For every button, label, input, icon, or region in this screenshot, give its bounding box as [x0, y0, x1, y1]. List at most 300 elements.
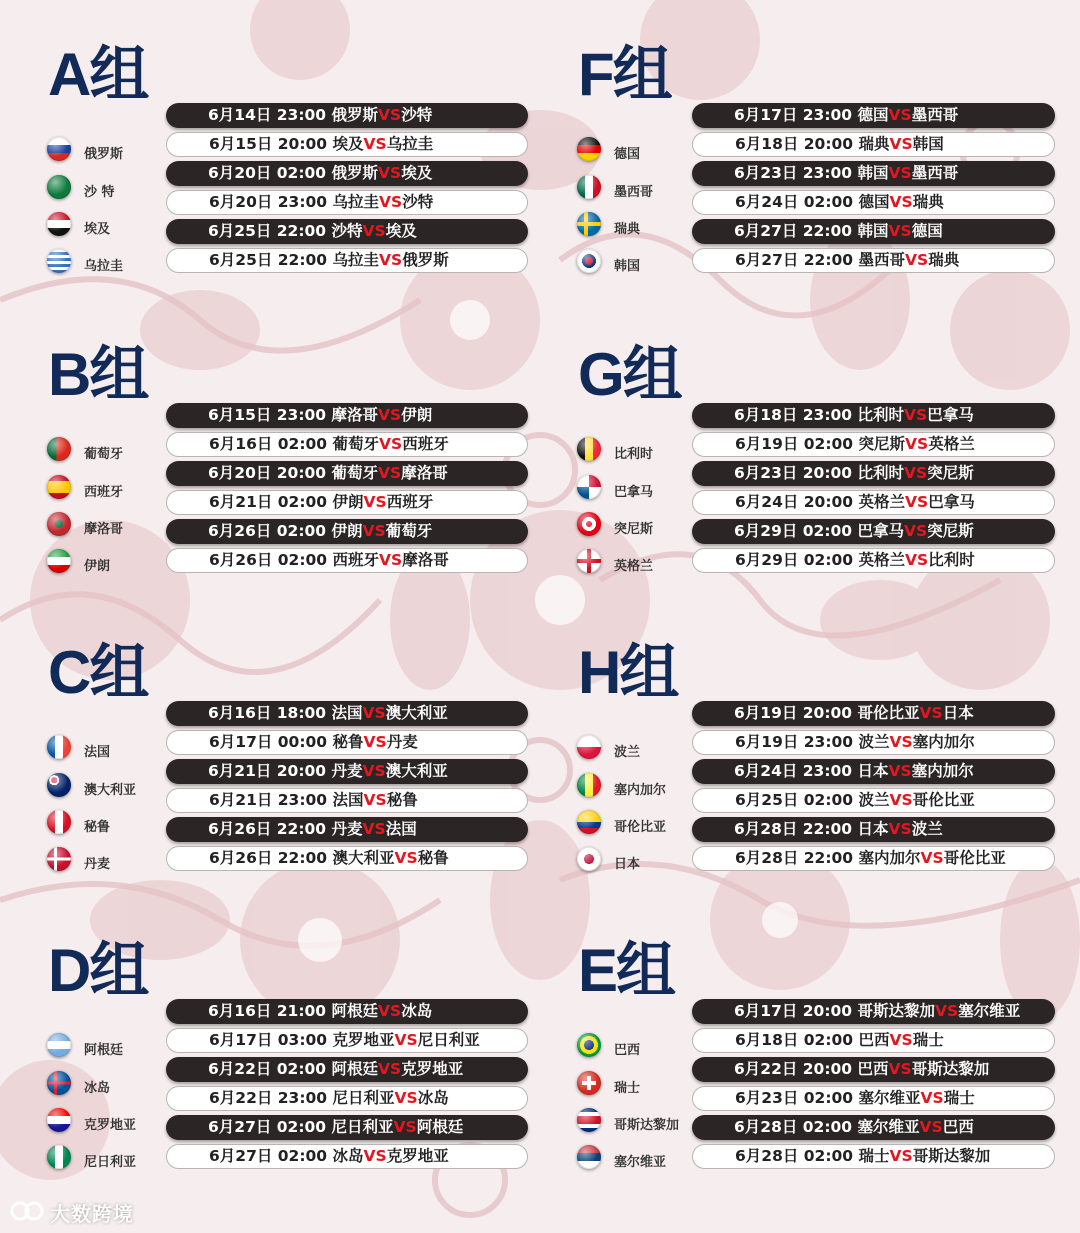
match-time: 6月17日 23:00 — [734, 106, 853, 124]
match-time: 6月22日 02:00 — [208, 1060, 327, 1078]
team-name: 沙 特 — [84, 185, 115, 200]
away-team: 摩洛哥 — [402, 551, 449, 569]
team-name: 塞内加尔 — [614, 783, 667, 798]
match-time: 6月25日 02:00 — [735, 791, 854, 809]
vs-label: VS — [363, 791, 387, 809]
match-time: 6月17日 03:00 — [209, 1031, 328, 1049]
team-entry — [47, 437, 167, 467]
away-team: 墨西哥 — [911, 106, 959, 124]
home-team: 巴拿马 — [857, 522, 905, 540]
team-entry — [577, 512, 697, 542]
home-team: 波兰 — [858, 733, 890, 751]
vs-label: VS — [379, 251, 403, 269]
away-team: 克罗地亚 — [386, 1147, 449, 1165]
match-row — [166, 190, 528, 215]
group-b — [0, 300, 540, 600]
team-name: 哥斯达黎加 — [614, 1118, 680, 1133]
match-row — [692, 1144, 1055, 1169]
match-time: 6月23日 23:00 — [734, 164, 853, 182]
match-time: 6月27日 22:00 — [734, 222, 853, 240]
match-time: 6月26日 02:00 — [209, 551, 328, 569]
away-team: 突尼斯 — [927, 522, 974, 540]
team-entry — [47, 1108, 167, 1138]
match-row — [166, 759, 528, 784]
match-time: 6月18日 23:00 — [734, 406, 853, 424]
match-row — [692, 190, 1055, 215]
home-team: 比利时 — [857, 406, 905, 424]
match-row — [692, 788, 1055, 813]
match-row — [166, 1086, 528, 1111]
vs-label: VS — [904, 522, 928, 540]
team-entry — [577, 773, 697, 803]
group-title: C组 — [48, 639, 148, 706]
tunisia-flag-icon — [577, 512, 601, 536]
team-entry — [577, 137, 697, 167]
team-name: 摩洛哥 — [84, 522, 124, 537]
costa-rica-flag-icon — [577, 1108, 601, 1132]
match-time: 6月17日 00:00 — [209, 733, 328, 751]
match-time: 6月27日 22:00 — [735, 251, 854, 269]
vs-label: VS — [379, 193, 403, 211]
team-name: 日本 — [614, 857, 641, 872]
away-team: 德国 — [911, 222, 943, 240]
group-title: F组 — [578, 41, 671, 108]
russia-flag-icon — [47, 137, 71, 161]
home-team: 埃及 — [332, 135, 364, 153]
vs-label: VS — [378, 406, 402, 424]
home-team: 瑞典 — [858, 135, 890, 153]
match-time: 6月24日 20:00 — [735, 493, 854, 511]
away-team: 葡萄牙 — [385, 522, 433, 540]
team-name: 乌拉圭 — [84, 259, 124, 274]
match-row — [166, 817, 528, 842]
vs-label: VS — [378, 106, 402, 124]
serbia-flag-icon — [577, 1145, 601, 1169]
home-team: 葡萄牙 — [331, 464, 379, 482]
away-team: 巴拿马 — [928, 493, 975, 511]
team-name: 哥伦比亚 — [614, 820, 667, 835]
away-team: 沙特 — [401, 106, 433, 124]
home-team: 日本 — [857, 762, 889, 780]
away-team: 瑞士 — [943, 1089, 975, 1107]
match-row — [166, 1144, 528, 1169]
home-team: 冰岛 — [332, 1147, 364, 1165]
team-entry — [47, 549, 167, 579]
away-team: 丹麦 — [386, 733, 418, 751]
japan-flag-icon — [577, 847, 601, 871]
home-team: 巴西 — [858, 1031, 890, 1049]
home-team: 沙特 — [331, 222, 363, 240]
vs-label: VS — [378, 164, 402, 182]
away-team: 澳大利亚 — [385, 762, 448, 780]
away-team: 伊朗 — [401, 406, 433, 424]
match-time: 6月25日 22:00 — [209, 251, 328, 269]
group-e — [530, 896, 1070, 1196]
away-team: 瑞士 — [912, 1031, 944, 1049]
home-team: 德国 — [857, 106, 889, 124]
match-time: 6月29日 02:00 — [735, 551, 854, 569]
match-row — [692, 759, 1055, 784]
match-row — [166, 432, 528, 457]
home-team: 秘鲁 — [332, 733, 364, 751]
away-team: 西班牙 — [386, 493, 434, 511]
team-entry — [577, 735, 697, 765]
iceland-flag-icon — [47, 1071, 71, 1095]
belgium-flag-icon — [577, 437, 601, 461]
team-entry — [47, 773, 167, 803]
away-team: 哥伦比亚 — [943, 849, 1006, 867]
match-row — [692, 432, 1055, 457]
match-time: 6月14日 23:00 — [208, 106, 327, 124]
team-name: 比利时 — [614, 447, 654, 462]
vs-label: VS — [905, 435, 929, 453]
match-time: 6月20日 23:00 — [209, 193, 328, 211]
team-name: 澳大利亚 — [84, 783, 137, 798]
match-row — [166, 548, 528, 573]
match-time: 6月26日 22:00 — [208, 820, 327, 838]
group-a — [0, 0, 540, 300]
home-team: 法国 — [331, 704, 363, 722]
germany-flag-icon — [577, 137, 601, 161]
away-team: 日本 — [942, 704, 974, 722]
team-name: 丹麦 — [84, 857, 111, 872]
vs-label: VS — [362, 762, 386, 780]
home-team: 塞内加尔 — [858, 849, 921, 867]
match-row — [692, 548, 1055, 573]
team-entry — [577, 1033, 697, 1063]
team-entry — [47, 847, 167, 877]
away-team: 哥伦比亚 — [912, 791, 975, 809]
home-team: 韩国 — [857, 222, 889, 240]
match-row — [692, 999, 1055, 1024]
match-row — [692, 461, 1055, 486]
vs-label: VS — [363, 1147, 387, 1165]
match-time: 6月29日 02:00 — [734, 522, 853, 540]
match-time: 6月21日 20:00 — [208, 762, 327, 780]
match-time: 6月19日 20:00 — [734, 704, 853, 722]
team-entry — [577, 212, 697, 242]
home-team: 伊朗 — [331, 522, 363, 540]
poland-flag-icon — [577, 735, 601, 759]
home-team: 韩国 — [857, 164, 889, 182]
vs-label: VS — [394, 1089, 418, 1107]
saudi-arabia-flag-icon — [47, 175, 71, 199]
match-time: 6月24日 02:00 — [735, 193, 854, 211]
team-name: 伊朗 — [84, 559, 111, 574]
match-row — [166, 1028, 528, 1053]
match-row — [692, 132, 1055, 157]
match-time: 6月20日 02:00 — [208, 164, 327, 182]
match-time: 6月28日 22:00 — [734, 820, 853, 838]
vs-label: VS — [905, 551, 929, 569]
team-entry — [47, 512, 167, 542]
denmark-flag-icon — [47, 847, 71, 871]
vs-label: VS — [920, 1089, 944, 1107]
match-row — [166, 248, 528, 273]
team-name: 葡萄牙 — [84, 447, 124, 462]
peru-flag-icon — [47, 810, 71, 834]
match-row — [692, 490, 1055, 515]
team-entry — [577, 249, 697, 279]
home-team: 葡萄牙 — [332, 435, 380, 453]
away-team: 英格兰 — [928, 435, 975, 453]
match-row — [692, 1086, 1055, 1111]
match-time: 6月23日 02:00 — [735, 1089, 854, 1107]
home-team: 乌拉圭 — [332, 193, 380, 211]
spain-flag-icon — [47, 475, 71, 499]
home-team: 巴西 — [857, 1060, 889, 1078]
team-name: 俄罗斯 — [84, 147, 124, 162]
vs-label: VS — [363, 135, 387, 153]
away-team: 澳大利亚 — [385, 704, 448, 722]
colombia-flag-icon — [577, 810, 601, 834]
match-row — [166, 219, 528, 244]
team-entry — [577, 1145, 697, 1175]
home-team: 波兰 — [858, 791, 890, 809]
match-row — [166, 846, 528, 871]
group-g — [530, 300, 1070, 600]
match-time: 6月20日 20:00 — [208, 464, 327, 482]
home-team: 瑞士 — [858, 1147, 890, 1165]
vs-label: VS — [378, 1060, 402, 1078]
team-entry — [577, 1108, 697, 1138]
team-name: 巴西 — [614, 1043, 641, 1058]
match-row — [692, 846, 1055, 871]
portugal-flag-icon — [47, 437, 71, 461]
iran-flag-icon — [47, 549, 71, 573]
match-time: 6月18日 20:00 — [735, 135, 854, 153]
match-row — [692, 248, 1055, 273]
home-team: 英格兰 — [858, 493, 906, 511]
vs-label: VS — [919, 704, 943, 722]
team-name: 埃及 — [84, 222, 111, 237]
home-team: 阿根廷 — [331, 1002, 379, 1020]
match-time: 6月16日 18:00 — [208, 704, 327, 722]
vs-label: VS — [889, 791, 913, 809]
team-entry — [47, 1145, 167, 1175]
match-row — [692, 1057, 1055, 1082]
team-entry — [47, 212, 167, 242]
team-name: 墨西哥 — [614, 185, 654, 200]
vs-label: VS — [393, 1118, 417, 1136]
brazil-flag-icon — [577, 1033, 601, 1057]
team-name: 塞尔维亚 — [614, 1155, 667, 1170]
vs-label: VS — [889, 1147, 913, 1165]
team-entry — [47, 475, 167, 505]
home-team: 尼日利亚 — [332, 1089, 395, 1107]
team-name: 尼日利亚 — [84, 1155, 137, 1170]
match-row — [166, 161, 528, 186]
korea-flag-icon — [577, 249, 601, 273]
vs-label: VS — [394, 1031, 418, 1049]
team-entry — [47, 137, 167, 167]
away-team: 摩洛哥 — [401, 464, 448, 482]
match-time: 6月16日 21:00 — [208, 1002, 327, 1020]
argentina-flag-icon — [47, 1033, 71, 1057]
match-row — [166, 1057, 528, 1082]
mexico-flag-icon — [577, 175, 601, 199]
match-time: 6月23日 20:00 — [734, 464, 853, 482]
team-name: 西班牙 — [84, 485, 124, 500]
away-team: 冰岛 — [401, 1002, 433, 1020]
match-row — [692, 219, 1055, 244]
team-entry — [47, 175, 167, 205]
home-team: 俄罗斯 — [331, 106, 379, 124]
vs-label: VS — [378, 1002, 402, 1020]
team-entry — [577, 549, 697, 579]
vs-label: VS — [888, 164, 912, 182]
away-team: 秘鲁 — [386, 791, 418, 809]
team-entry — [47, 810, 167, 840]
match-row — [692, 1028, 1055, 1053]
match-row — [692, 161, 1055, 186]
team-entry — [577, 847, 697, 877]
home-team: 塞尔维亚 — [857, 1118, 920, 1136]
match-row — [692, 730, 1055, 755]
away-team: 巴拿马 — [927, 406, 974, 424]
home-team: 乌拉圭 — [332, 251, 380, 269]
team-name: 波兰 — [614, 745, 641, 760]
match-time: 6月21日 02:00 — [209, 493, 328, 511]
away-team: 阿根廷 — [416, 1118, 464, 1136]
sweden-flag-icon — [577, 212, 601, 236]
team-name: 阿根廷 — [84, 1043, 124, 1058]
match-row — [692, 701, 1055, 726]
home-team: 德国 — [858, 193, 890, 211]
team-entry — [577, 475, 697, 505]
group-f — [530, 0, 1070, 300]
match-row — [166, 103, 528, 128]
team-entry — [577, 175, 697, 205]
vs-label: VS — [378, 464, 402, 482]
team-name: 瑞典 — [614, 222, 641, 237]
france-flag-icon — [47, 735, 71, 759]
team-name: 突尼斯 — [614, 522, 654, 537]
match-time: 6月27日 02:00 — [209, 1147, 328, 1165]
group-title: D组 — [48, 937, 148, 1004]
vs-label: VS — [379, 435, 403, 453]
vs-label: VS — [888, 762, 912, 780]
home-team: 丹麦 — [331, 820, 363, 838]
home-team: 英格兰 — [858, 551, 906, 569]
match-row — [692, 103, 1055, 128]
match-row — [166, 788, 528, 813]
vs-label: VS — [363, 493, 387, 511]
match-row — [166, 519, 528, 544]
away-team: 波兰 — [911, 820, 943, 838]
match-row — [166, 730, 528, 755]
australia-flag-icon — [47, 773, 71, 797]
vs-label: VS — [905, 493, 929, 511]
away-team: 塞内加尔 — [912, 733, 975, 751]
uruguay-flag-icon — [47, 249, 71, 273]
match-row — [166, 999, 528, 1024]
away-team: 俄罗斯 — [402, 251, 449, 269]
team-name: 巴拿马 — [614, 485, 654, 500]
home-team: 比利时 — [857, 464, 905, 482]
away-team: 比利时 — [928, 551, 975, 569]
vs-label: VS — [889, 1031, 913, 1049]
croatia-flag-icon — [47, 1108, 71, 1132]
match-time: 6月24日 23:00 — [734, 762, 853, 780]
morocco-flag-icon — [47, 512, 71, 536]
group-c — [0, 598, 540, 898]
home-team: 澳大利亚 — [332, 849, 395, 867]
home-team: 突尼斯 — [858, 435, 906, 453]
away-team: 塞尔维亚 — [958, 1002, 1021, 1020]
vs-label: VS — [888, 222, 912, 240]
home-team: 塞尔维亚 — [858, 1089, 921, 1107]
match-row — [692, 1115, 1055, 1140]
away-team: 乌拉圭 — [386, 135, 434, 153]
match-time: 6月18日 02:00 — [735, 1031, 854, 1049]
away-team: 埃及 — [401, 164, 433, 182]
home-team: 伊朗 — [332, 493, 364, 511]
away-team: 西班牙 — [402, 435, 449, 453]
match-time: 6月19日 02:00 — [735, 435, 854, 453]
home-team: 俄罗斯 — [331, 164, 379, 182]
team-name: 瑞士 — [614, 1081, 641, 1096]
match-time: 6月27日 02:00 — [208, 1118, 327, 1136]
match-time: 6月26日 02:00 — [208, 522, 327, 540]
team-entry — [47, 249, 167, 279]
match-time: 6月15日 20:00 — [209, 135, 328, 153]
egypt-flag-icon — [47, 212, 71, 236]
match-row — [692, 519, 1055, 544]
group-d — [0, 896, 540, 1196]
away-team: 克罗地亚 — [401, 1060, 464, 1078]
away-team: 哥斯达黎加 — [911, 1060, 990, 1078]
match-time: 6月21日 23:00 — [209, 791, 328, 809]
vs-label: VS — [888, 106, 912, 124]
panama-flag-icon — [577, 475, 601, 499]
nigeria-flag-icon — [47, 1145, 71, 1169]
away-team: 哥斯达黎加 — [912, 1147, 991, 1165]
away-team: 法国 — [385, 820, 417, 838]
away-team: 沙特 — [402, 193, 434, 211]
home-team: 摩洛哥 — [331, 406, 379, 424]
team-name: 秘鲁 — [84, 820, 111, 835]
team-name: 韩国 — [614, 259, 641, 274]
away-team: 瑞典 — [912, 193, 944, 211]
team-name: 法国 — [84, 745, 111, 760]
vs-label: VS — [394, 849, 418, 867]
match-time: 6月26日 22:00 — [209, 849, 328, 867]
away-team: 塞内加尔 — [911, 762, 974, 780]
away-team: 巴西 — [942, 1118, 974, 1136]
match-row — [692, 817, 1055, 842]
away-team: 突尼斯 — [927, 464, 974, 482]
vs-label: VS — [919, 1118, 943, 1136]
senegal-flag-icon — [577, 773, 601, 797]
team-name: 英格兰 — [614, 559, 654, 574]
home-team: 尼日利亚 — [331, 1118, 394, 1136]
team-entry — [577, 1071, 697, 1101]
away-team: 埃及 — [385, 222, 417, 240]
vs-label: VS — [362, 820, 386, 838]
away-team: 尼日利亚 — [417, 1031, 480, 1049]
match-time: 6月19日 23:00 — [735, 733, 854, 751]
vs-label: VS — [904, 406, 928, 424]
vs-label: VS — [379, 551, 403, 569]
home-team: 阿根廷 — [331, 1060, 379, 1078]
match-time: 6月28日 02:00 — [735, 1147, 854, 1165]
vs-label: VS — [905, 251, 929, 269]
team-name: 冰岛 — [84, 1081, 111, 1096]
switzerland-flag-icon — [577, 1071, 601, 1095]
vs-label: VS — [362, 222, 386, 240]
away-team: 瑞典 — [928, 251, 960, 269]
